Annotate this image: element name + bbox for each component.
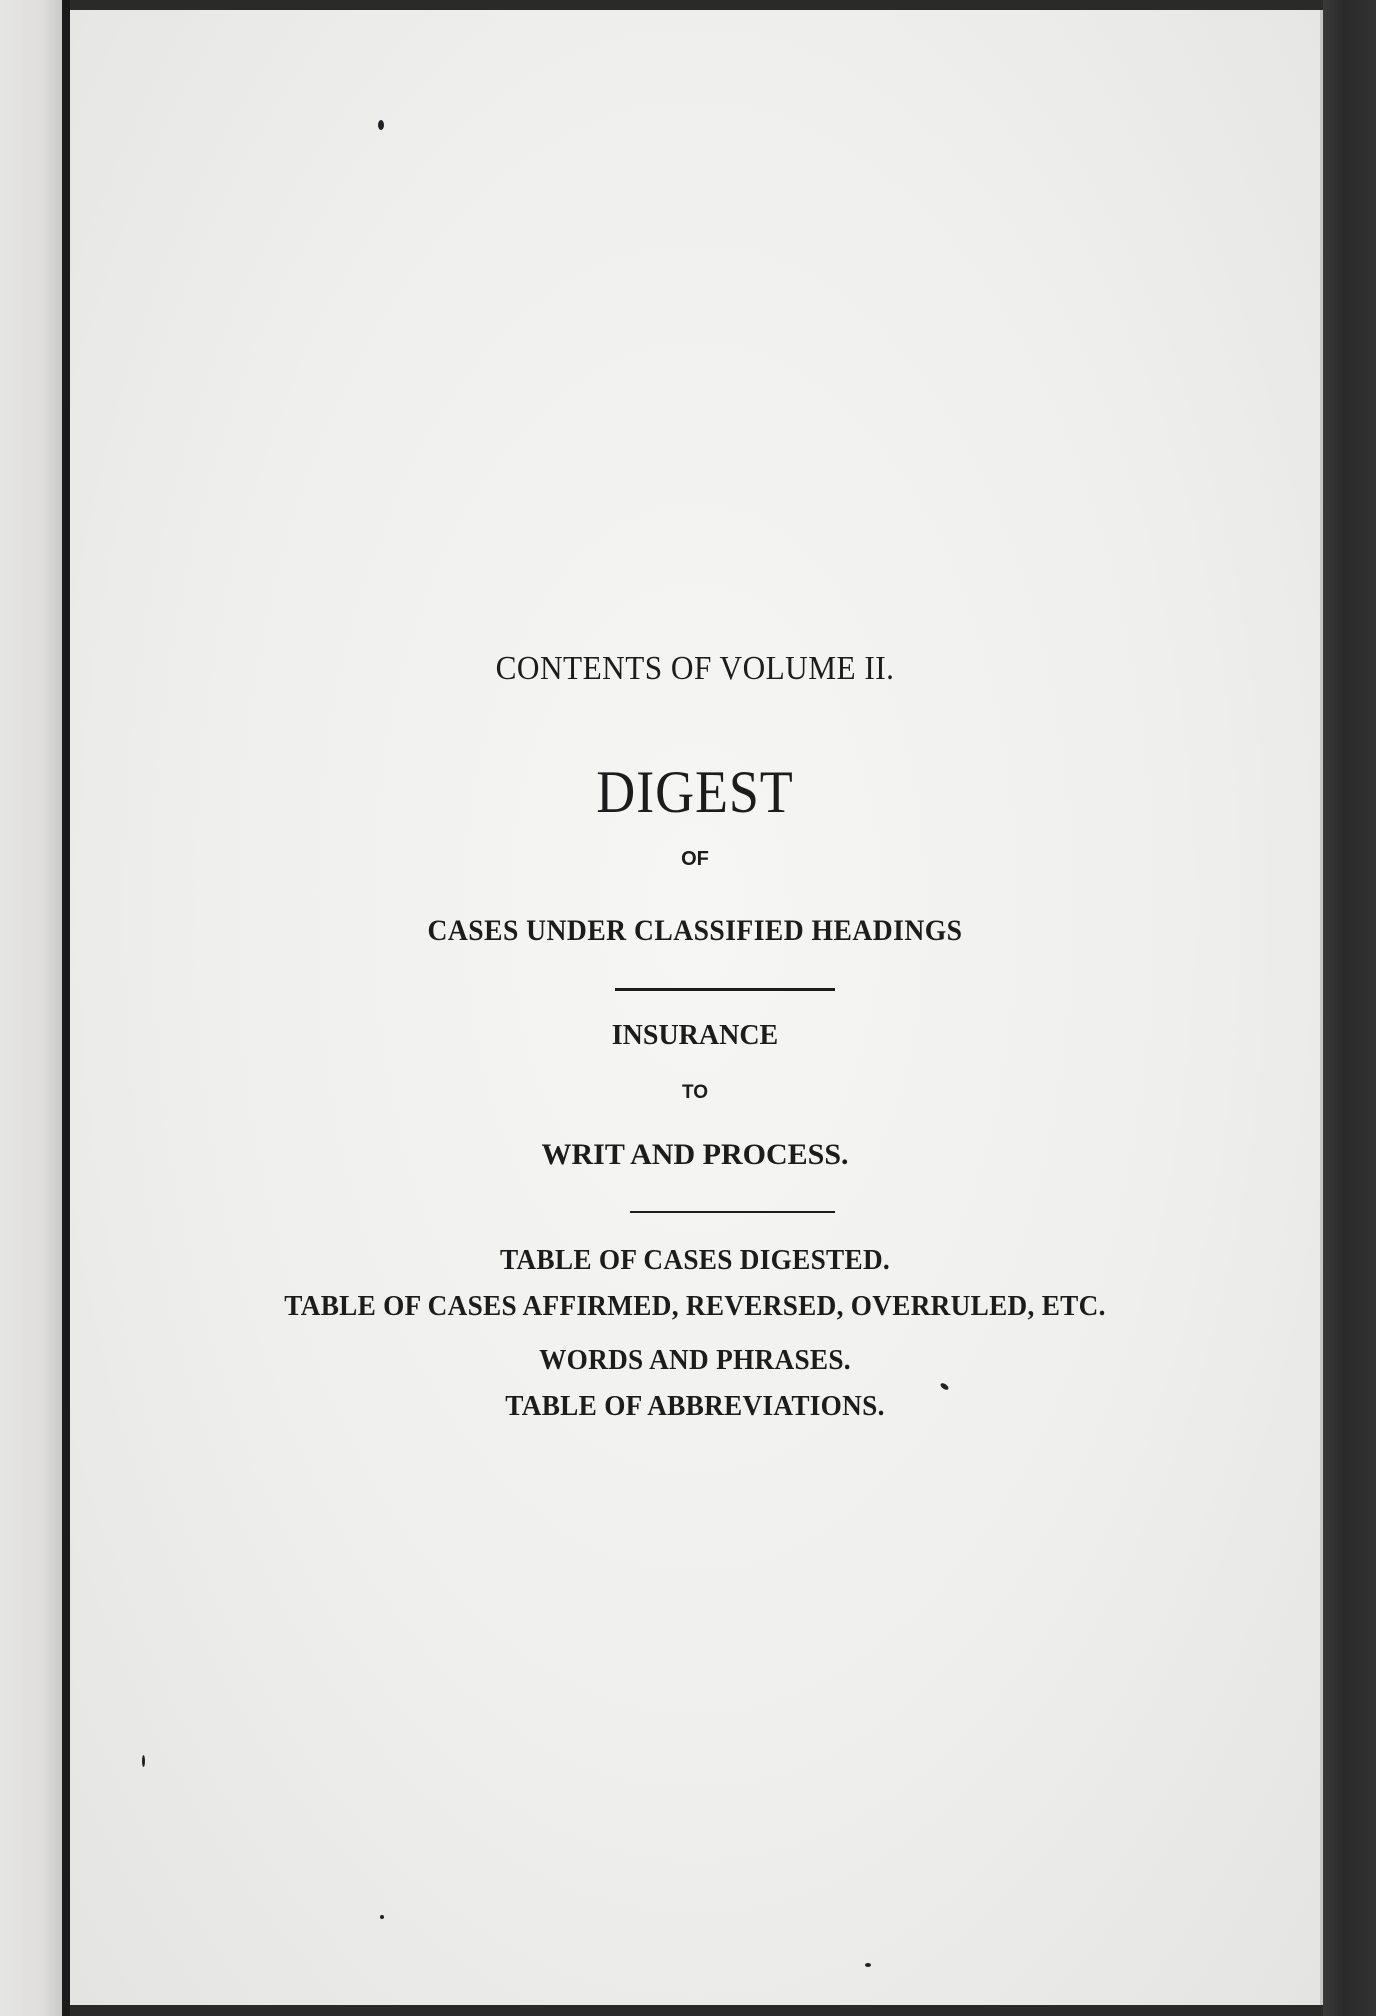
of-label: OF	[681, 848, 709, 870]
facing-page-edge	[0, 0, 62, 2016]
range-to-label: TO	[681, 1082, 709, 1103]
book-edge	[1323, 0, 1376, 2016]
divider-rule	[630, 1211, 835, 1213]
table-list-item: TABLE OF CASES AFFIRMED, REVERSED, OVERRULED, ETC.	[284, 1290, 1106, 1322]
table-list-item: TABLE OF ABBREVIATIONS.	[505, 1390, 885, 1422]
title-page	[70, 10, 1323, 2005]
contents-title: CONTENTS OF VOLUME II.	[495, 650, 895, 687]
divider-rule	[615, 988, 835, 991]
table-list-item: WORDS AND PHRASES.	[539, 1344, 851, 1376]
range-start: INSURANCE	[611, 1020, 779, 1051]
range-end: WRIT AND PROCESS.	[541, 1138, 849, 1171]
book-gutter	[62, 0, 70, 2016]
digest-title: DIGEST	[596, 759, 794, 825]
scan-speck	[142, 1755, 145, 1767]
table-list-item: TABLE OF CASES DIGESTED.	[499, 1244, 891, 1276]
scan-speck	[865, 1963, 871, 1967]
cases-heading: CASES UNDER CLASSIFIED HEADINGS	[427, 914, 963, 947]
scan-speck	[380, 1915, 384, 1919]
scan-speck	[378, 120, 384, 130]
